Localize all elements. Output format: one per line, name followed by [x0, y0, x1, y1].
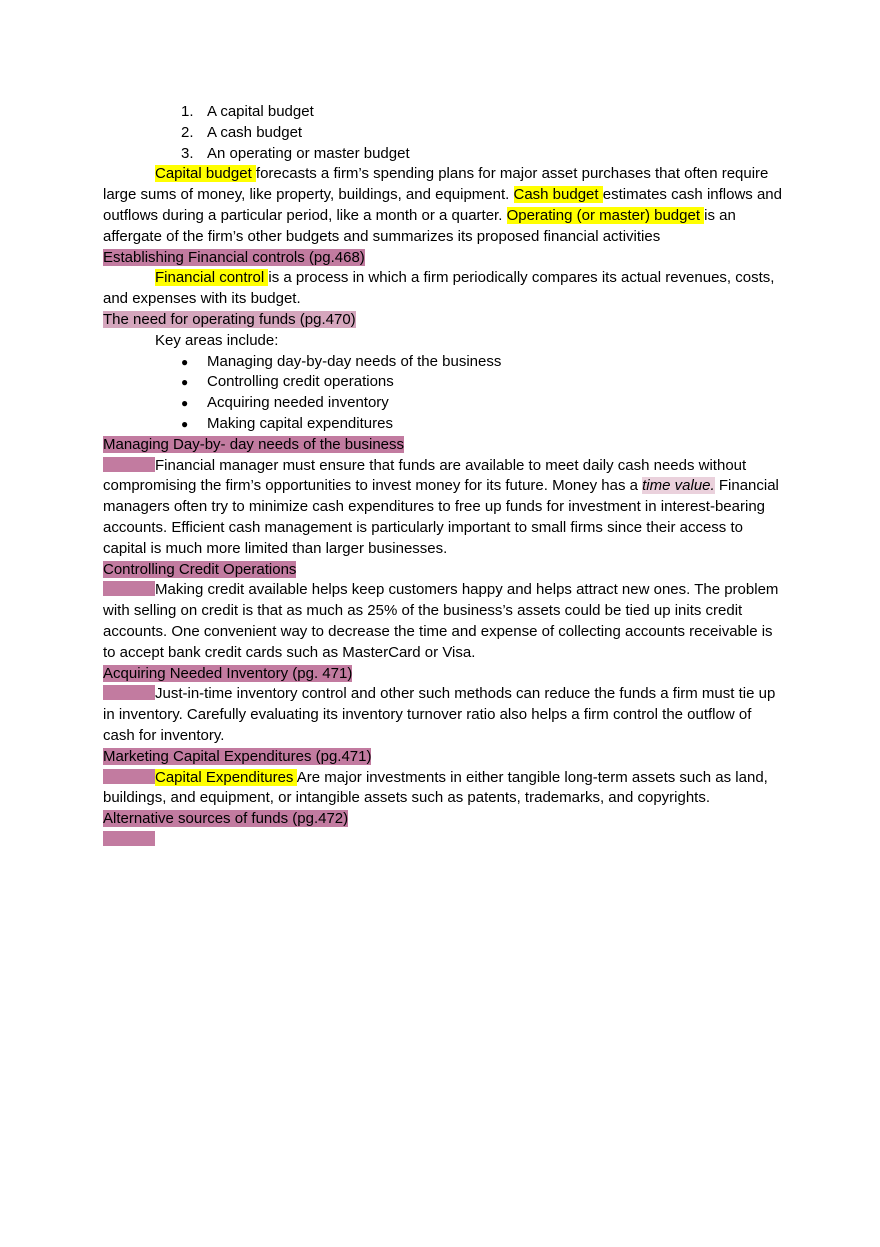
- list-text: An operating or master budget: [207, 144, 410, 162]
- heading-text: Establishing Financial controls (pg.468): [103, 248, 365, 266]
- section-heading: [103, 560, 783, 581]
- indent-highlight: [103, 769, 155, 784]
- heading-text: Controlling Credit Operations: [103, 560, 297, 578]
- list-text: Managing day-by-day needs of the business: [207, 352, 502, 370]
- paragraph-text: is a process in which a firm periodically compares its actual revenues, costs, and expenses with its budget.: [103, 269, 775, 308]
- indent-highlight: [103, 831, 155, 846]
- paragraph-text: Making credit available helps keep customers happy and helps attract new ones. The problem with selling on credit is that as much as 25% of the business’s assets could be tied up inits credit accounts. One convenient way to decrease the time and expense of collecting accounts receivable is to accept bank credit cards such as MasterCard or Visa.: [103, 581, 779, 661]
- list-item: [103, 352, 783, 373]
- highlighted-term: Capital Expenditures: [155, 768, 297, 786]
- paragraph-text: is an affergate of the firm’s other budgets and summarizes its proposed financial activities: [103, 206, 736, 245]
- bullet-icon: ●: [181, 375, 189, 390]
- list-item: [103, 123, 783, 144]
- highlighted-term: Cash budget: [513, 186, 603, 204]
- budget-paragraph: [103, 164, 783, 247]
- list-item: [103, 144, 783, 165]
- day-by-day-paragraph: [103, 456, 783, 560]
- section-heading: [103, 435, 783, 456]
- heading-text: Acquiring Needed Inventory (pg. 471): [103, 664, 353, 682]
- indent-highlight: [103, 581, 155, 596]
- indent-highlight: [103, 457, 155, 472]
- paragraph-text: forecasts a firm’s spending plans for major asset purchases that often require large sums of money, like property, buildings, and equipment.: [103, 165, 769, 204]
- list-text: Making capital expenditures: [207, 414, 393, 432]
- section-heading: [103, 747, 783, 768]
- heading-text: Marketing Capital Expenditures (pg.471): [103, 747, 372, 765]
- list-text: A cash budget: [207, 123, 303, 141]
- inventory-paragraph: [103, 684, 783, 746]
- credit-paragraph: [103, 580, 783, 663]
- highlighted-term: Operating (or master) budget: [506, 206, 705, 224]
- paragraph-text: Financial manager must ensure that funds are available to meet daily cash needs without compromising the firm’s opportunities to invest money for its future. Money has a: [103, 456, 747, 495]
- list-number: 1.: [181, 103, 194, 120]
- section-heading: [103, 809, 783, 830]
- bullet-icon: ●: [181, 354, 189, 369]
- list-item: [103, 102, 783, 123]
- list-number: 2.: [181, 123, 194, 141]
- highlighted-term: Financial control: [155, 269, 269, 287]
- alt-sources-paragraph: [103, 830, 783, 851]
- list-text: Controlling credit operations: [207, 373, 394, 391]
- list-item: [103, 393, 783, 414]
- indent-highlight: [103, 685, 155, 700]
- highlighted-term: time value.: [642, 477, 715, 495]
- document-page: [103, 102, 783, 851]
- bullet-icon: ●: [181, 416, 189, 431]
- paragraph-text: Financial managers often try to minimize cash expenditures to free up funds for investment in interest-bearing accounts. Efficient cash management is particularly important to small firms since their access to capital is much more limited than larger businesses.: [103, 477, 779, 557]
- section-heading: [103, 664, 783, 685]
- list-text: Acquiring needed inventory: [207, 394, 389, 412]
- section-heading: [103, 310, 783, 331]
- paragraph-text: Are major investments in either tangible long-term assets such as land, buildings, and equipment, or intangible assets such as patents, trademarks, and copyrights.: [103, 768, 768, 807]
- list-number: 3.: [181, 144, 194, 162]
- key-areas-intro: Key areas include:: [155, 331, 279, 349]
- controls-paragraph: [103, 268, 783, 310]
- capex-paragraph: [103, 768, 783, 810]
- heading-text: The need for operating funds (pg.470): [103, 310, 356, 328]
- heading-text: Managing Day-by- day needs of the business: [103, 435, 405, 453]
- key-areas-list: [103, 352, 783, 435]
- list-item: [103, 414, 783, 435]
- heading-text: Alternative sources of funds (pg.472): [103, 810, 349, 828]
- highlighted-term: Capital budget: [155, 165, 256, 183]
- budget-list: [103, 102, 783, 164]
- list-text: A capital budget: [207, 103, 314, 120]
- paragraph-text: Just-in-time inventory control and other such methods can reduce the funds a firm must tie up in inventory. Carefully evaluating its inventory turnover ratio also helps a firm control the outflow of cash for inventory.: [103, 685, 776, 744]
- bullet-icon: ●: [181, 396, 189, 411]
- section-heading: [103, 248, 783, 269]
- paragraph-text: estimates cash inflows and outflows during a particular period, like a month or a quarter.: [103, 186, 782, 224]
- list-item: [103, 372, 783, 393]
